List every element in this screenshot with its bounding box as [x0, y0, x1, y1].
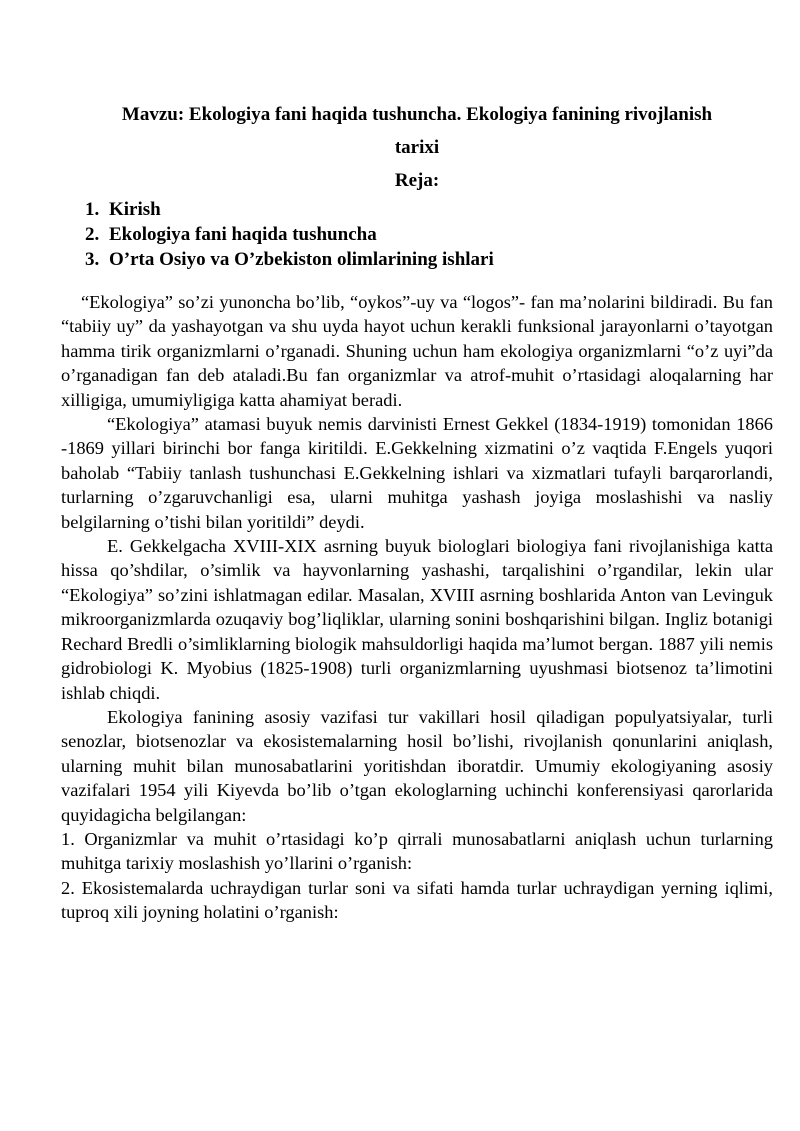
plan-item: [85, 247, 773, 272]
paragraph-ekologiya-word: “Ekologiya” so’zi yunoncha bo’lib, “oykos”-uy va “logos”- fan ma’nolarini bildiradi. Bu fan “tabiiy uy” da yashayotgan va shu uyda hayot uchun kerakli funksional jarayonlarni o’tayotgan hamma tirik organizmlarni o’rganadi. Shuning uchun ham ekologiya organizmlarni “o’z uyi”da o’rganadigan fan deb ataladi.Bu fan organizmlar va atrof-muhit o’rtasidagi aloqalarning har xilligiga, umumiyligiga katta ahamiyat beradi.: [61, 292, 773, 410]
paragraph-task-1: 1. Organizmlar va muhit o’rtasidagi ko’p qirrali munosabatlarni aniqlash uchun turlarning muhitga tarixiy moslashish yo’llarini o’rganish:: [61, 828, 773, 874]
title-line-2: tarixi: [394, 137, 440, 158]
plan-item: [85, 197, 773, 222]
plan-item-text: Ekologiya fani haqida tushuncha: [109, 224, 377, 245]
plan-list: [61, 197, 773, 272]
paragraph-gekkel: “Ekologiya” atamasi buyuk nemis darvinisti Ernest Gekkel (1834-1919) tomonidan 1866 -1869 yillari birinchi bor fanga kiritildi. E.Gekkelning xizmatini o’z vaqtida F.Engels yuqori baholab “Tabiiy tanlash tushunchasi E.Gekkelning ishlari va xizmatlari tufayli barqarorlandi, turlarning o’zgaruvchanligi esa, ularni muhitga yashash joyiga moslashishi va nasliy belgilarning o’tishi bilan yoritildi” deydi.: [61, 414, 773, 532]
title-line-1: Mavzu: Ekologiya fani haqida tushuncha. Ekologiya fanining rivojlanish: [121, 104, 713, 125]
paragraph-tasks: Ekologiya fanining asosiy vazifasi tur vakillari hosil qiladigan populyatsiyalar, turli senozlar, biotsenozlar va ekosistemalarning hosil bo’lishi, rivojlanish qonunlarini aniqlash, ularning muhit bilan munosabatlarini yoritishdan iboratdir. Umumiy ekologiyaning asosiy vazifalari 1954 yili Kiyevda bo’lib o’tgan ekologlarning uchinchi konferensiyasi qarorlarida quyidagicha belgilangan:: [61, 706, 773, 825]
plan-item: [85, 222, 773, 247]
plan-item-text: Kirish: [109, 199, 161, 220]
document-page: [61, 98, 773, 925]
paragraph-history: E. Gekkelgacha XVIII-XIX asrning buyuk biologlari biologiya fani rivojlanishiga katta hissa qo’shdilar, o’simlik va hayvonlarning yashashi, tarqalishini o’rgandilar, lekin ular “Ekologiya” so’zini ishlatmagan edilar. Masalan, XVIII asrning boshlarida Anton van Levinguk mikroorganizmlarda ozuqaviy bog’liqliklar, ularning sonini boshqarishini bilgan. Ingliz botanigi Rechard Bredli o’simliklarning biologik mahsuldorligi haqida ma’lumot bergan. 1887 yili nemis gidrobiologi K. Myobius (1825-1908) turli organizmlarning uyushmasi biotsenoz ta’limotini ishlab chiqdi.: [61, 536, 773, 703]
paragraph-task-2: 2. Ekosistemalarda uchraydigan turlar soni va sifati hamda turlar uchraydigan yerning iqlimi, tuproq xili joyning holatini o’rganish:: [61, 877, 773, 923]
plan-item-number: 2.: [85, 224, 100, 245]
plan-item-text: O’rta Osiyo va O’zbekiston olimlarining ishlari: [109, 249, 494, 270]
plan-item-number: 1.: [85, 199, 100, 220]
document-title: [61, 98, 773, 164]
body-text: [61, 290, 773, 925]
plan-item-number: 3.: [85, 249, 100, 270]
plan-heading: Reja:: [394, 170, 440, 191]
